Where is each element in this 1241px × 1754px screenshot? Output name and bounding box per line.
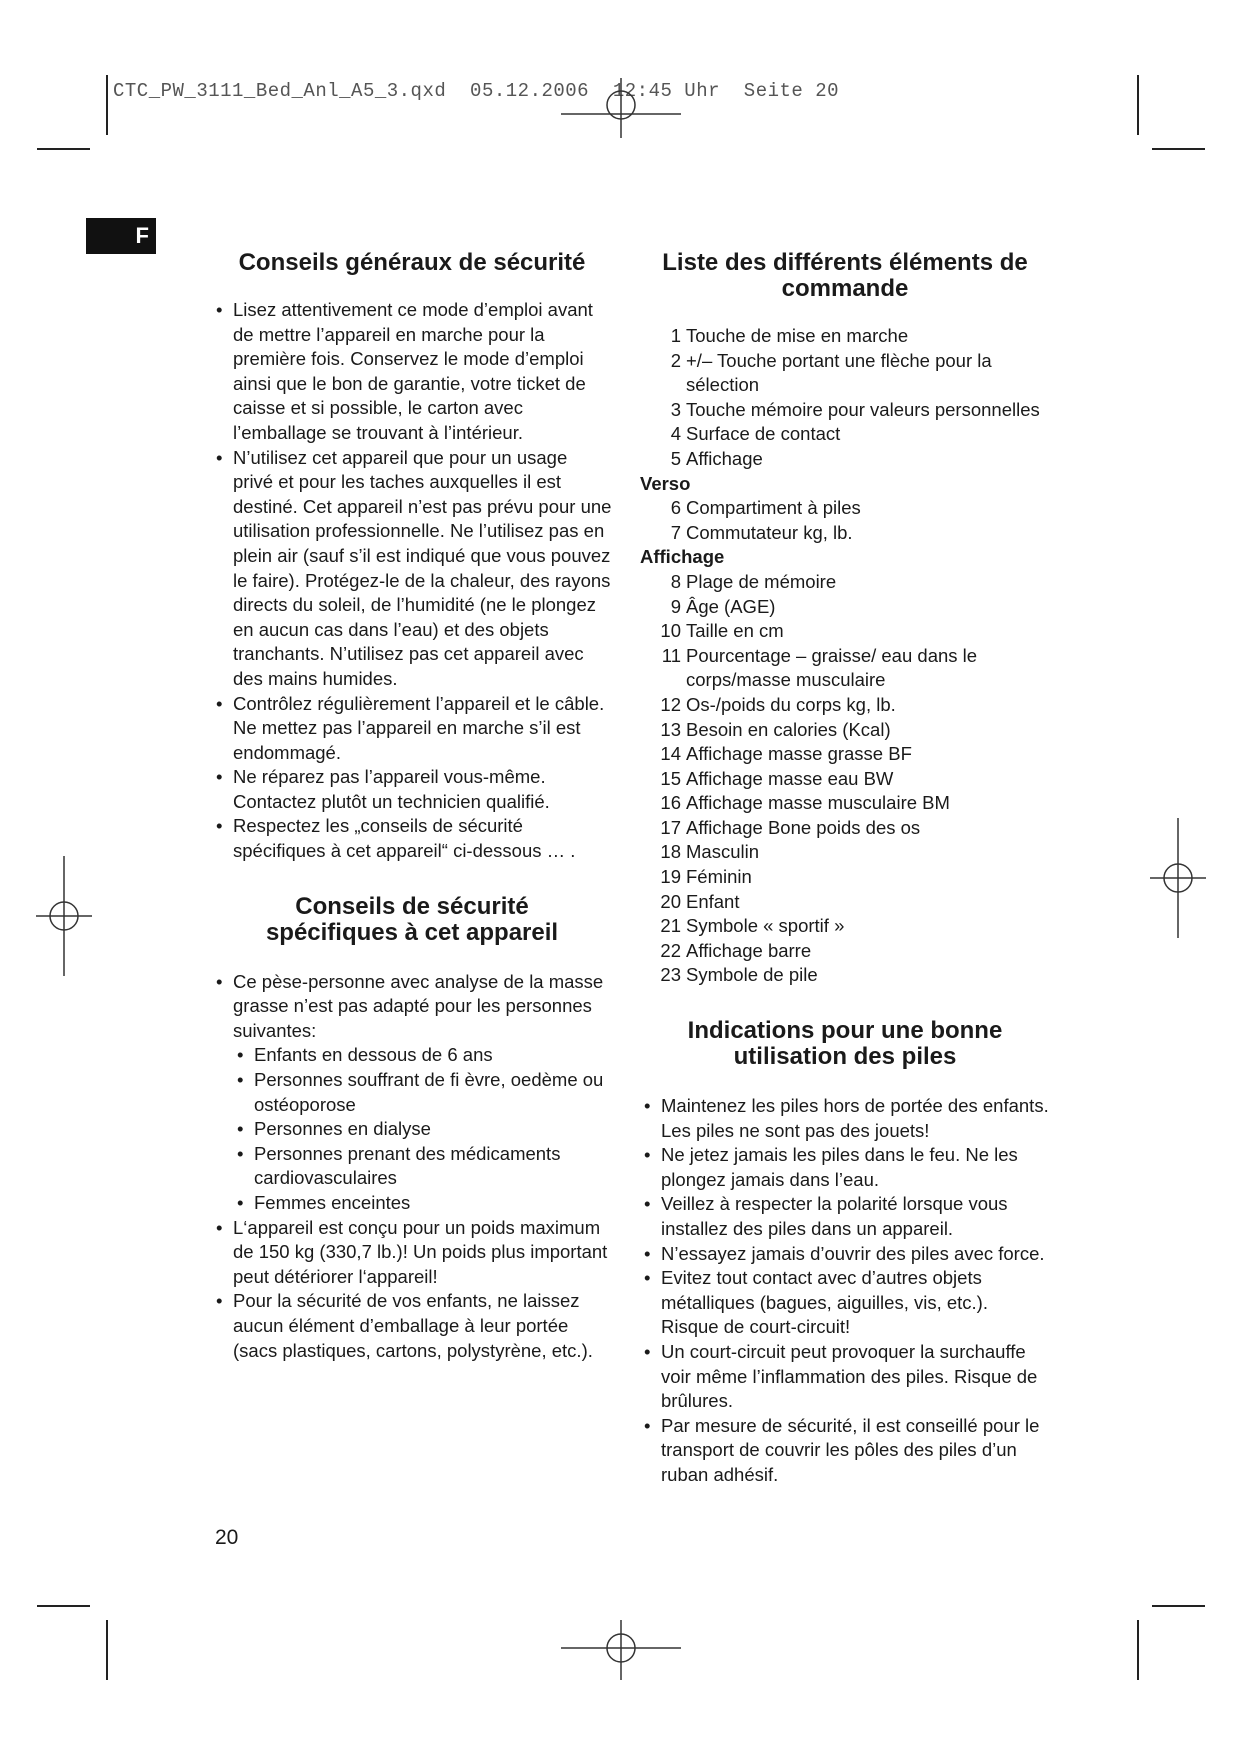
item-number: 13 (660, 718, 681, 740)
specific-safety-sublist (212, 1043, 612, 1215)
specific-safety-list-cont (212, 1216, 612, 1364)
item-number: 14 (660, 743, 681, 765)
crop-mark (37, 1605, 90, 1607)
item-number: 12 (660, 693, 681, 715)
list-item (640, 939, 1050, 964)
item-text: Touche mémoire pour valeurs personnelles (686, 398, 1040, 420)
controls-back-list (640, 496, 1050, 545)
item-number: 15 (660, 767, 681, 789)
item-number: 3 (670, 398, 681, 420)
list-item (212, 970, 612, 1044)
page-number: 20 (215, 1526, 239, 1549)
list-item: • Evitez tout contact avec d’autres objets métalliques (bagues, aiguilles, vis, etc.). Risque de court-circuit! (640, 1266, 1050, 1340)
list-item: • Femmes enceintes (212, 1191, 612, 1216)
list-item (640, 767, 1050, 792)
list-item (640, 963, 1050, 988)
list-item: • N’utilisez cet appareil que pour un usage privé et pour les taches auxquelles il est destiné. Cet appareil n’est pas prévu pour une utilisation professionnelle. Ne l’utilisez pas en plein air (sauf s’il est indiqué que vous pouvez le faire). Protégez-le de la chaleur, des rayons directs du soleil, de l’humidité (ne le plongez en aucun cas dans l’eau) et des objets tranchants. N’utilisez pas cet appareil avec des mains humides. (212, 446, 612, 692)
batteries-title (640, 1018, 1050, 1070)
registration-mark-icon (1150, 818, 1206, 938)
item-number: 6 (670, 497, 681, 519)
list-item (640, 693, 1050, 718)
list-item: • Maintenez les piles hors de portée des enfants. Les piles ne sont pas des jouets! (640, 1094, 1050, 1143)
controls-title-line1: Liste des différents éléments de (662, 249, 1028, 276)
right-column (640, 250, 1050, 1488)
list-item: • Personnes prenant des médicaments cardiovasculaires (212, 1142, 612, 1191)
list-item (640, 595, 1050, 620)
list-item: • Par mesure de sécurité, il est conseillé pour le transport de couvrir les pôles des piles d’un ruban adhésif. (640, 1414, 1050, 1488)
list-item: • Respectez les „conseils de sécurité spécifiques à cet appareil“ ci-dessous … . (212, 814, 612, 863)
crop-mark (106, 75, 108, 135)
batteries-list (640, 1094, 1050, 1488)
item-text: Commutateur kg, lb. (686, 521, 853, 543)
list-item: • Veillez à respecter la polarité lorsque vous installez des piles dans un appareil. (640, 1192, 1050, 1241)
item-text: Affichage Bone poids des os (686, 816, 921, 838)
list-item: • Enfants en dessous de 6 ans (212, 1043, 612, 1068)
list-item (640, 349, 1050, 398)
item-text: Surface de contact (686, 423, 841, 445)
specific-safety-title (212, 894, 612, 946)
crop-mark (1137, 1620, 1139, 1680)
item-text: Pourcentage – graisse/ eau dans le corps/masse musculaire (686, 644, 978, 691)
item-text: Plage de mémoire (686, 570, 837, 592)
list-item: • Lisez attentivement ce mode d’emploi avant de mettre l’appareil en marche pour la première fois. Conservez le mode d’emploi ainsi que le bon de garantie, votre ticket de caisse et si possible, le carton avec l’emballage se trouvant à l’intérieur. (212, 298, 612, 446)
list-item: • Personnes souffrant de fi èvre, oedème ou ostéoporose (212, 1068, 612, 1117)
item-number: 22 (660, 939, 681, 961)
registration-mark-icon (561, 1620, 681, 1680)
crop-mark (1152, 1605, 1205, 1607)
list-item (640, 840, 1050, 865)
list-item: • Personnes en dialyse (212, 1117, 612, 1142)
list-item: • N’essayez jamais d’ouvrir des piles avec force. (640, 1242, 1050, 1267)
item-text: Affichage masse musculaire BM (686, 792, 950, 814)
general-safety-title: Conseils généraux de sécurité (238, 249, 586, 276)
crop-mark (1137, 75, 1139, 135)
item-number: 23 (660, 964, 681, 986)
list-item (640, 570, 1050, 595)
item-number: 21 (660, 915, 681, 937)
item-text: Âge (AGE) (686, 595, 776, 617)
list-item (640, 865, 1050, 890)
item-number: 9 (670, 595, 681, 617)
list-item: • L‘appareil est conçu pour un poids maximum de 150 kg (330,7 lb.)! Un poids plus important peut détériorer l‘appareil! (212, 1216, 612, 1290)
list-item (640, 816, 1050, 841)
item-text: Affichage masse eau BW (686, 767, 894, 789)
item-number: 11 (661, 644, 681, 666)
item-text: Touche de mise en marche (686, 325, 909, 346)
list-item (640, 447, 1050, 472)
item-number: 4 (670, 423, 681, 445)
list-item: • Un court-circuit peut provoquer la surchauffe voir même l’inflammation des piles. Risque de brûlures. (640, 1340, 1050, 1414)
item-number: 7 (670, 521, 681, 543)
item-text: Enfant (686, 890, 740, 912)
list-item: • Ne jetez jamais les piles dans le feu. Ne les plongez jamais dans l’eau. (640, 1143, 1050, 1192)
item-number: 20 (660, 890, 681, 912)
item-number: 8 (670, 570, 681, 592)
item-text: Taille en cm (686, 620, 784, 642)
list-item (640, 718, 1050, 743)
specific-safety-list (212, 970, 612, 1044)
item-number: 10 (660, 620, 681, 642)
list-item (640, 791, 1050, 816)
controls-title (640, 250, 1050, 302)
list-item (640, 742, 1050, 767)
list-item: • Ne réparez pas l’appareil vous-même. Contactez plutôt un technicien qualifié. (212, 765, 612, 814)
list-item: • Contrôlez régulièrement l’appareil et le câble. Ne mettez pas l’appareil en marche s’il est endommagé. (212, 692, 612, 766)
item-text: Affichage (686, 447, 763, 469)
specific-safety-intro: Ce pèse-personne avec analyse de la masse grasse n’est pas adapté pour les personnes suivantes: (233, 970, 604, 1041)
item-number: 5 (670, 447, 681, 469)
list-item (640, 521, 1050, 546)
crop-mark (1152, 148, 1205, 150)
left-column (212, 250, 612, 1363)
item-number: 18 (660, 841, 681, 863)
language-tab: F (86, 218, 156, 254)
item-text: Besoin en calories (Kcal) (686, 718, 891, 740)
general-safety-list (212, 298, 612, 864)
list-item (640, 644, 1050, 693)
crop-mark (37, 148, 90, 150)
item-text: Os-/poids du corps kg, lb. (686, 693, 896, 715)
item-number: 1 (670, 325, 681, 346)
registration-mark-icon (561, 78, 681, 138)
list-item (640, 422, 1050, 447)
item-text: Affichage masse grasse BF (686, 743, 912, 765)
registration-mark-icon (36, 856, 92, 976)
list-item (640, 619, 1050, 644)
list-item (640, 324, 1050, 349)
item-text: Affichage barre (686, 939, 812, 961)
item-text: Symbole « sportif » (686, 915, 845, 937)
controls-display-label: Affichage (640, 546, 725, 568)
list-item (640, 914, 1050, 939)
list-item: • Pour la sécurité de vos enfants, ne laissez aucun élément d’emballage à leur portée (sacs plastiques, cartons, polystyrène, etc.). (212, 1289, 612, 1363)
batteries-title-line1: Indications pour une bonne (687, 1017, 1003, 1045)
item-number: 17 (660, 816, 681, 838)
item-text: Compartiment à piles (686, 497, 861, 519)
batteries-title-line2: utilisation des piles (733, 1043, 957, 1071)
crop-mark (106, 1620, 108, 1680)
specific-safety-title-line2: spécifiques à cet appareil (265, 918, 559, 946)
list-item (640, 890, 1050, 915)
item-number: 19 (660, 866, 681, 888)
controls-back-label: Verso (640, 472, 691, 494)
item-number: 2 (670, 349, 681, 371)
controls-title-line2: commande (781, 275, 909, 302)
print-slug: CTC_PW_3111_Bed_Anl_A5_3.qxd 05.12.2006 12:45 Uhr Seite 20 (113, 80, 840, 102)
controls-display-list (640, 570, 1050, 988)
item-text: Masculin (686, 841, 759, 863)
item-text: Symbole de pile (686, 964, 818, 986)
item-text: Féminin (686, 866, 752, 888)
list-item (640, 496, 1050, 521)
item-number: 16 (660, 792, 681, 814)
specific-safety-title-line1: Conseils de sécurité (295, 892, 529, 920)
item-text: +/– Touche portant une flèche pour la sélection (686, 349, 992, 396)
controls-front-list (640, 324, 1050, 472)
list-item (640, 398, 1050, 423)
